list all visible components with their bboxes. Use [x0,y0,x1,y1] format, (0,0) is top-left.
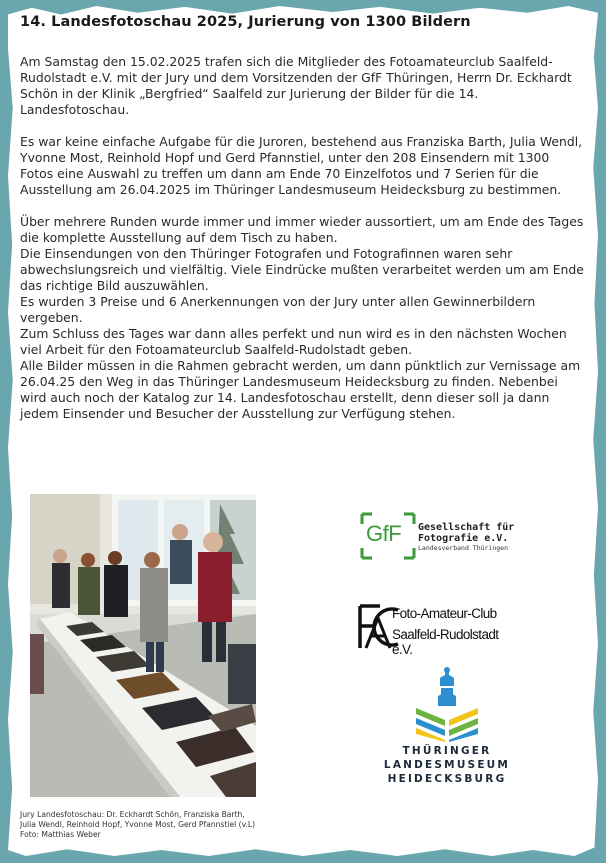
gff-mark: GfF [366,521,402,546]
photo-credit: Foto: Matthias Weber [20,830,101,839]
paragraph-meeting: Am Samstag den 15.02.2025 trafen sich die Mitglieder des Fotoamateurclub Saalfeld-Rudolstadt e.V. mit der Jury und dem Vorsitzenden der GfF Thüringen, Herrn Dr. Eckhardt Schön in der Klinik „Bergfried“ Saalfeld zur Jurierung der Bilder für die 14. Landesfotoschau. [20,54,572,117]
paragraph-frames: Alle Bilder müssen in die Rahmen gebracht werden, um dann pünktlich zur Vernissage am 26.04.25 den Weg in das Thüringer Landesmuseum Heidecksburg zu finden. Nebenbei wird auch noch der Katalog zur 14. Landesfotoschau erstellt, denn dieser soll ja dann jedem Einsender und Besucher der Ausstellung zur Verfügung stehen. [20,358,581,421]
photo-caption [20,810,320,840]
article-title: 14. Landesfotoschau 2025, Jurierung von 1300 Bildern [20,14,471,30]
fac-logo [352,600,520,656]
gff-logo [352,502,520,580]
heidecksburg-tower-icon [412,666,482,742]
gff-name-line2: Fotografie e.V. [418,533,509,544]
paragraph-jury: Es war keine einfache Aufgabe für die Juroren, bestehend aus Franziska Barth, Julia Wendl, Yvonne Most, Reinhold Hopf und Gerd Pfannstiel, unter den 208 Einsendern mit 1300 Fotos eine Auswahl zu treffen um dann am Ende 70 Einzelfotos und 7 Serien für die Ausstellung am 26.04.2025 im Thüringer Landesmuseum Heidecksburg zu bestimmen. [20,134,583,197]
paragraph-prizes: Es wurden 3 Preise und 6 Anerkennungen von der Jury unter allen Gewinnerbildern vergeben. [20,294,536,325]
paragraph-submissions: Die Einsendungen von den Thüringer Fotografen und Fotografinnen waren sehr abwechslungsreich und vielfältig. Viele Eindrücke mußten verarbeitet werden um am Ende das richtige Bild auszuwählen. [20,246,584,293]
gff-name-line1: Gesellschaft für [418,522,515,533]
museum-logo [382,664,512,799]
paragraph-rounds: Über mehrere Runden wurde immer und immer wieder aussortiert, um am Ende des Tages die komplette Ausstellung auf dem Tisch zu haben. [20,214,584,245]
paragraph-conclusion: Zum Schluss des Tages war dann alles perfekt und nun wird es in den nächsten Wochen viel Arbeit für den Fotoamateurclub Saalfeld-Rudolstadt geben. [20,326,567,357]
article-body [20,54,586,422]
gff-name-line3: Landesverband Thüringen [418,544,509,552]
museum-name-line2: LANDESMUSEUM [383,759,511,771]
caption-line: Julia Wendl, Reinhold Hopf, Yvonne Most, Gerd Pfannstiel (v.L) [20,820,256,829]
museum-name-line1: THÜRINGER [402,745,492,757]
jury-photo [30,494,256,797]
fac-name-line1: Foto-Amateur-Club [392,606,497,621]
fac-name-line2: Saalfeld-Rudolstadt e.V. [392,627,499,657]
caption-line: Jury Landesfotoschau: Dr. Eckhardt Schön, Franziska Barth, [20,810,245,819]
museum-name-line3: HEIDECKSBURG [387,773,507,785]
